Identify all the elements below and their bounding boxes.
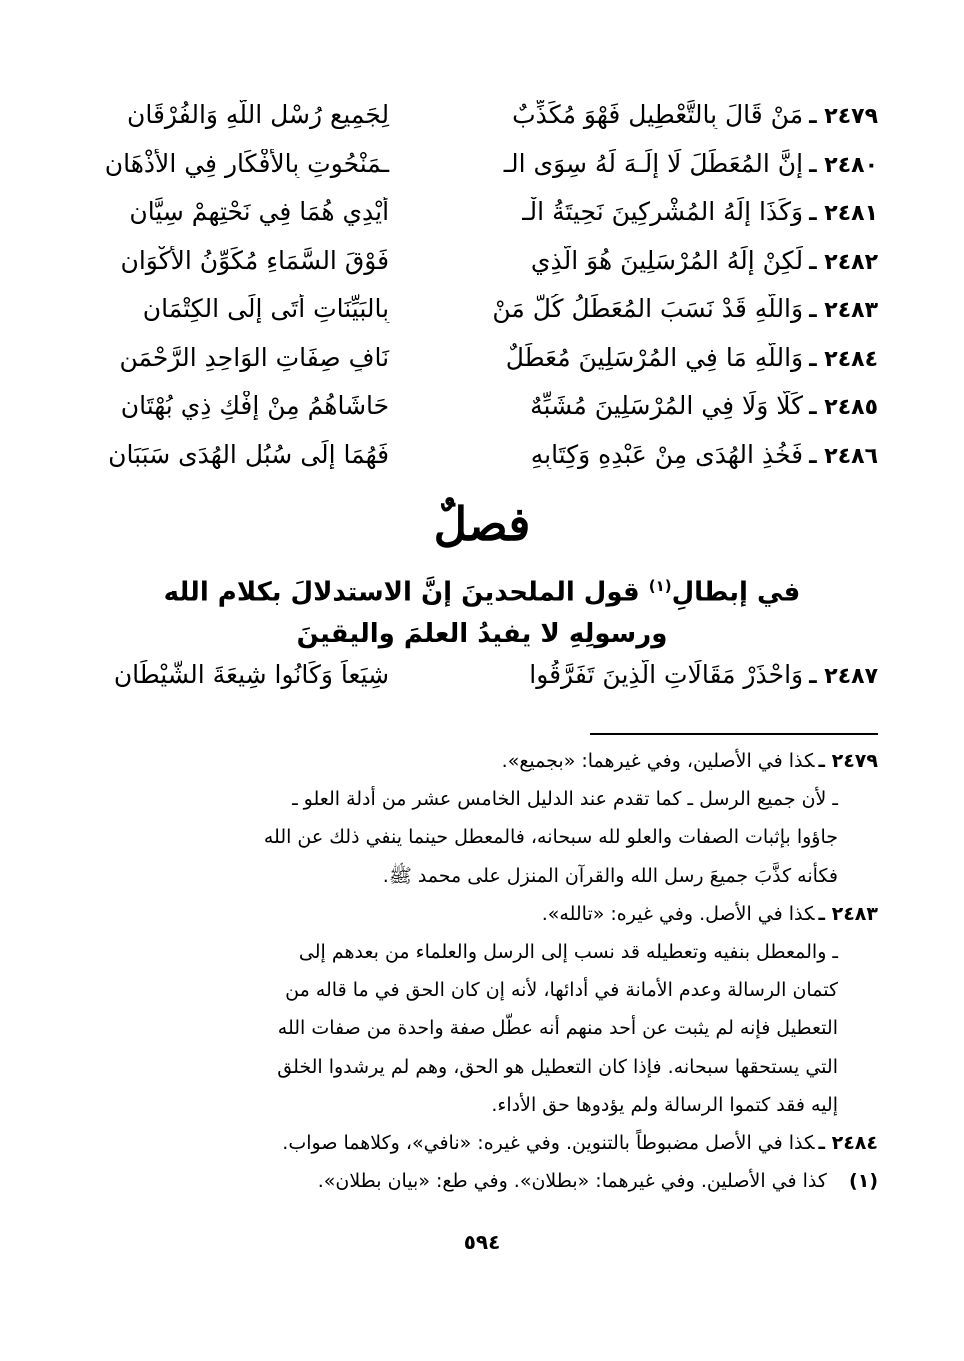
- footnote-line: [88, 818, 878, 856]
- footnote-text: كتمان الرسالة وعدم الأمانة في أدائها، لأنه إن كان الحق في ما قاله من: [285, 979, 838, 1002]
- footnotes: [88, 742, 878, 1200]
- footnote-text: التعطيل فإنه لم يثبت عن أحد منهم أنه عطّل صفة واحدة من صفات الله: [277, 1017, 838, 1040]
- footnote-text: إليه فقد كتموا الرسالة ولم يؤدوها حق الأداء.: [491, 1093, 838, 1116]
- section-title: فصلٌ: [433, 497, 531, 551]
- footnote-ref: (١): [849, 1170, 878, 1193]
- verse-first-hemistich: فَخُذِ الهُدَى مِنْ عَبْدِهِ وَكِتَابِهِ: [530, 439, 804, 469]
- footnote-marker: (١): [648, 577, 672, 595]
- footnote-line: [88, 1048, 878, 1086]
- footnote-text: كذا في الأصل. وفي غيره: «تالله».: [541, 902, 815, 925]
- footnote-text: التي يستحقها سبحانه. فإذا كان التعطيل هو الحق، وهم لم يرشدوا الخلق: [277, 1055, 838, 1078]
- verse-number: ٢٤٨١ ـ: [809, 201, 878, 226]
- section-heading-line-1: [0, 566, 964, 613]
- footnote-text: كذا في الأصل مضبوطاً بالتنوين. وفي غيره: «نافي»، وكلاهما صواب.: [282, 1132, 815, 1155]
- verse-line: [70, 391, 878, 440]
- verse-line: [70, 343, 878, 392]
- footnote-text: ـ والمعطل بنفيه وتعطيله قد نسب إلى الرسل والعلماء من بعدهم إلى: [298, 941, 838, 964]
- footnote-line: [88, 1009, 878, 1047]
- verse-line: [70, 149, 878, 198]
- verse-first-hemistich: إِنَّ المُعَطِّلَ لَا إِلَـهَ لَهُ سِوَى الـ: [503, 148, 804, 178]
- footnote-line: [88, 780, 878, 818]
- footnote-line: [88, 1086, 878, 1124]
- verse-second-hemistich: نَافٍ صِفَاتِ الوَاحِدِ الرَّحْمَنِ: [119, 342, 390, 372]
- verse-first-hemistich: وَاللَّهِ قَدْ نَسَبَ المُعَطِّلُ كُلَّ مَنْ: [492, 294, 804, 323]
- verse-line: [70, 660, 878, 709]
- verse-second-hemistich: حَاشَاهُمُ مِنْ إِفْكِ ذِي بُهْتَانِ: [120, 391, 390, 420]
- poem-verses: [70, 100, 878, 488]
- verse-line: [70, 440, 878, 489]
- footnote-text: فكأنه كذَّبَ جميعَ رسل الله والقرآن المنزل على محمد ﷺ.: [382, 864, 838, 887]
- footnote-ref: ٢٤٨٣ ـ: [818, 902, 878, 925]
- section-heading-line-2: ورسولِهِ لا يفيدُ العلمَ واليقينَ: [296, 619, 668, 649]
- footnote-line: [88, 1162, 878, 1200]
- heading-text-start: في إبطالِ: [671, 577, 801, 608]
- verse-number: ٢٤٨٠ ـ: [809, 152, 878, 178]
- footnote-ref: ٢٤٧٩ ـ: [818, 750, 878, 772]
- verse-number: ٢٤٨٤ ـ: [809, 346, 878, 372]
- footnote-line: [88, 895, 878, 933]
- footnote-line: [88, 857, 878, 895]
- verse-second-hemistich: أَيْدِي هُمَا فِي نَحْتِهِمْ سِيَّانِ: [129, 197, 390, 226]
- verse-first-hemistich: وَاحْذَرْ مَقَالَاتِ الَّذِينَ تَفَرَّقُوا: [529, 660, 804, 689]
- verse-second-hemistich: فَهُمَا إِلَى سُبُلِ الهُدَى سَبَبَانِ: [108, 439, 390, 469]
- verse-line: [70, 246, 878, 295]
- footnote-text: جاؤوا بإثبات الصفات والعلو لله سبحانه، فالمعطل حينما ينفي ذلك عن الله: [263, 826, 838, 849]
- verse-number: ٢٤٨٧ ـ: [809, 664, 878, 689]
- verse-number: ٢٤٨٥ ـ: [809, 395, 878, 420]
- footnote-line: [88, 971, 878, 1009]
- verse-number: ٢٤٧٩ ـ: [809, 104, 878, 129]
- footnote-line: [88, 933, 878, 971]
- verse-second-hemistich: لِجَمِيعِ رُسْلِ اللَّهِ وَالفُرْقَانِ: [126, 100, 390, 129]
- verse-first-hemistich: كَلَّا وَلَا فِي المُرْسَلِينَ مُشَبِّهٌ: [530, 391, 804, 420]
- verse-second-hemistich: فَوْقَ السَّمَاءِ مُكَوِّنُ الأَكْوَانِ: [120, 245, 390, 275]
- verse-line: [70, 100, 878, 149]
- footnote-text: كذا في الأصلين، وفي غيرهما: «بجميع».: [501, 750, 815, 772]
- verse-number: ٢٤٨٣ ـ: [809, 298, 878, 323]
- verse-second-hemistich: بِالبَيِّنَاتِ أَتَى إِلَى الكِتْمَانِ: [142, 294, 390, 323]
- verse-second-hemistich: شِيَعاً وَكَانُوا شِيعَةَ الشَّيْطَانِ: [113, 660, 390, 689]
- verse-second-hemistich: ـمَنْحُوتِ بِالأَفْكَارِ فِي الأَذْهَانِ: [104, 148, 390, 178]
- footnote-ref: ٢٤٨٤ ـ: [818, 1132, 878, 1155]
- verse-first-hemistich: مَنْ قَالَ بِالتَّعْطِيلِ فَهْوَ مُكَذِّبٌ: [512, 100, 804, 129]
- footnote-line: [88, 742, 878, 780]
- verse-line: [70, 197, 878, 246]
- page-number: ٥٩٤: [463, 1230, 501, 1254]
- verse-first-hemistich: وَكَذَا إِلَهُ المُشْرِكِينَ نَحِيتَةُ الْـ: [522, 197, 804, 226]
- verse-number: ٢٤٨٦ ـ: [809, 443, 878, 469]
- footnote-text: كذا في الأصلين. وفي غيرهما: «بطلان». وفي طع: «بيان بطلان».: [317, 1170, 827, 1193]
- verse-first-hemistich: لَكِنْ إِلَهُ المُرْسَلِينَ هُوَ الَّذِي: [530, 245, 804, 275]
- footnote-line: [88, 1124, 878, 1162]
- footnote-divider: [590, 733, 878, 735]
- heading-text-end: قول الملحدينَ إنَّ الاستدلالَ بكلام الله: [163, 577, 649, 608]
- footnote-text: ـ لأن جميع الرسل ـ كما تقدم عند الدليل الخامس عشر من أدلة العلو ـ: [292, 788, 838, 811]
- verse-number: ٢٤٨٢ ـ: [809, 249, 878, 275]
- verse-first-hemistich: وَاللَّهِ مَا فِي المُرْسَلِينَ مُعَطِّلٌ: [505, 342, 804, 372]
- verse-line: [70, 294, 878, 343]
- poem-verses-after-heading: [70, 660, 878, 709]
